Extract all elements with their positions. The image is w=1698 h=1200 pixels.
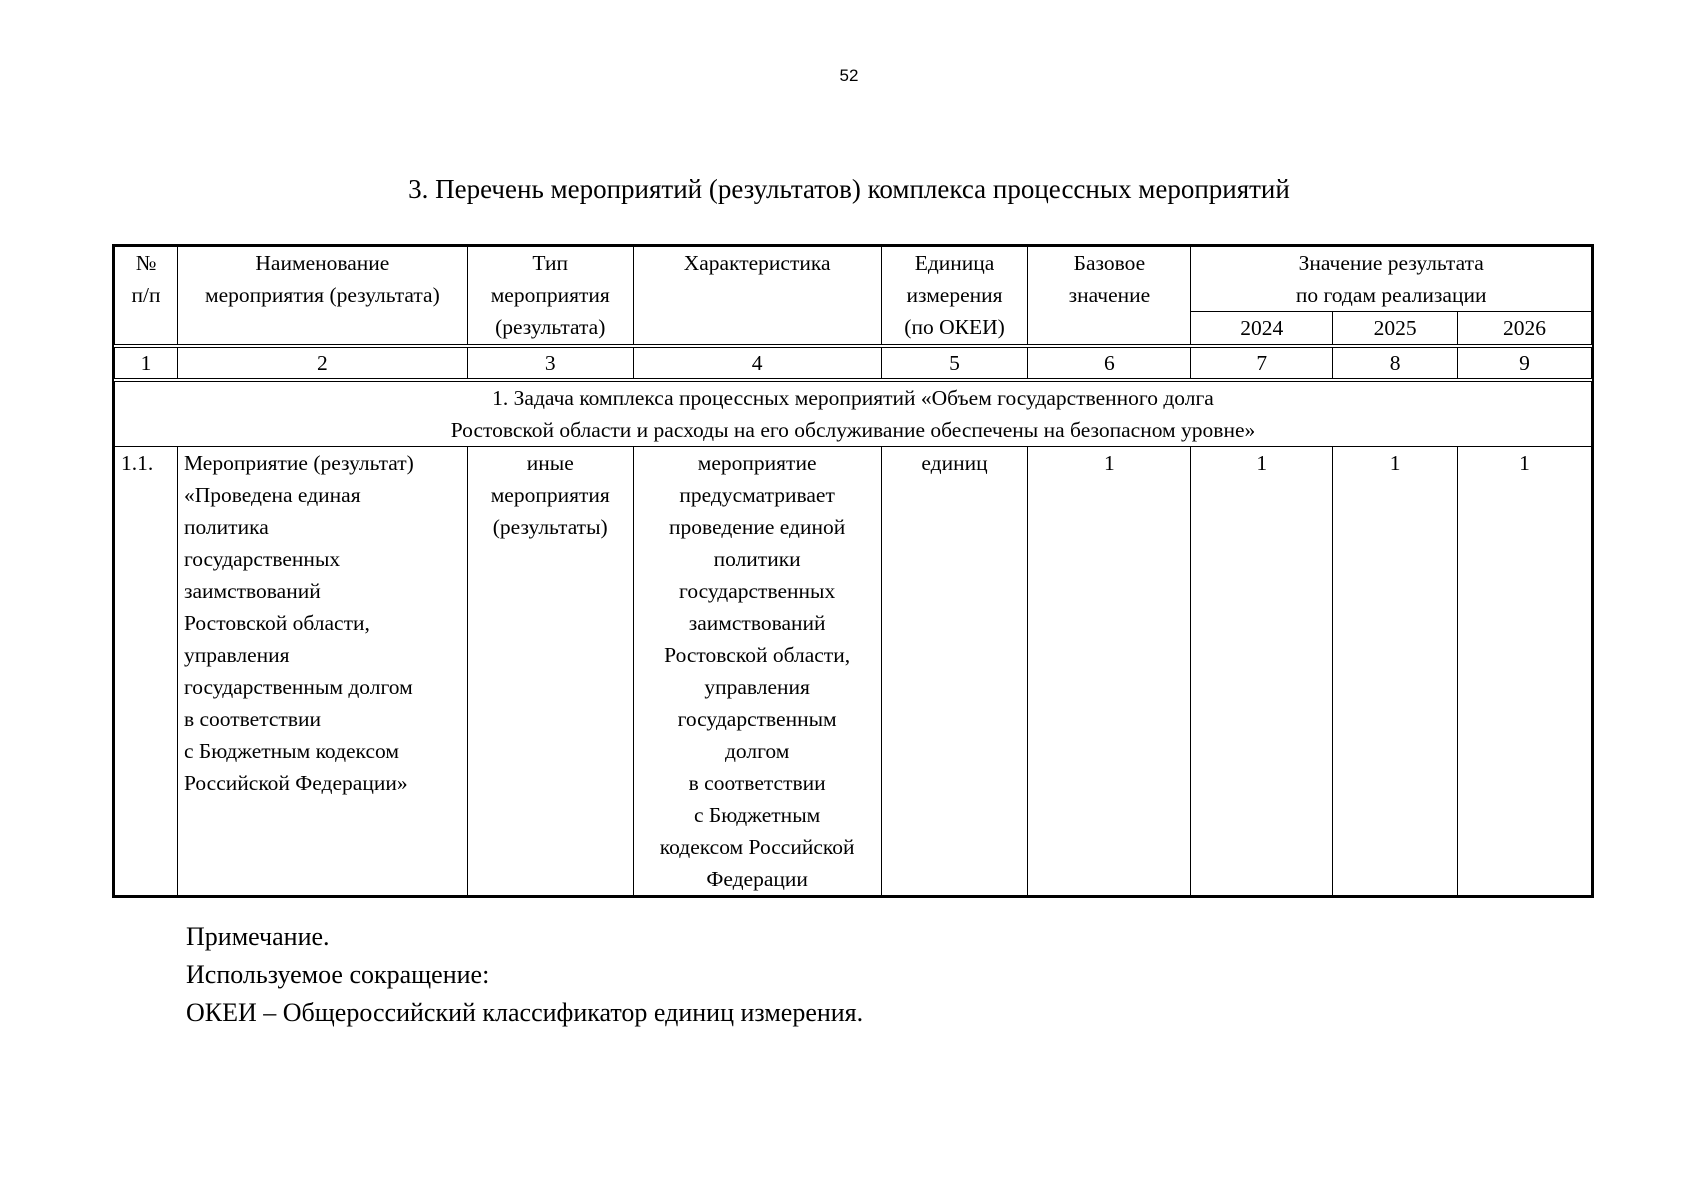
column-number: 5 — [881, 346, 1028, 380]
header-base-line: значение — [1068, 283, 1151, 307]
note-heading: Примечание. — [186, 922, 330, 951]
row-base: 1 — [1028, 447, 1191, 896]
task-line: 1. Задача комплекса процессных мероприятий «Объем государственного долга — [492, 386, 1214, 410]
header-values-line: по годам реализации — [1295, 283, 1487, 307]
column-number: 7 — [1191, 346, 1333, 380]
header-base — [1028, 247, 1191, 347]
header-type — [467, 247, 633, 347]
row-name-line: Мероприятие (результат) — [183, 451, 414, 475]
task-line: Ростовской области и расходы на его обслуживание обеспечены на безопасном уровне» — [450, 418, 1256, 442]
row-name-line: Ростовской области, — [183, 611, 370, 635]
header-num-line: п/п — [131, 283, 161, 307]
row-characteristic-line: заимствований — [688, 611, 826, 635]
header-unit-line: Единица — [914, 251, 995, 275]
row-type-line: мероприятия — [490, 483, 610, 507]
column-number: 9 — [1458, 346, 1592, 380]
header-row-1 — [115, 247, 1592, 312]
activities-table — [114, 246, 1592, 896]
header-unit — [881, 247, 1028, 347]
row-type — [467, 447, 633, 896]
row-characteristic-line: в соответствии — [688, 771, 826, 795]
column-numbers-row — [115, 346, 1592, 380]
row-num: 1.1. — [115, 447, 178, 896]
note-abbrev-okei: ОКЕИ – Общероссийский классификатор единиц измерения. — [186, 998, 864, 1027]
row-unit: единиц — [881, 447, 1028, 896]
row-value-2024: 1 — [1191, 447, 1333, 896]
row-characteristic-line: Ростовской области, — [664, 643, 851, 667]
row-name-line: государственных — [183, 547, 341, 571]
row-name-line: государственным долгом — [183, 675, 413, 699]
header-base-line: Базовое — [1073, 251, 1146, 275]
row-name-line: Российской Федерации» — [183, 771, 408, 795]
column-number: 1 — [115, 346, 178, 380]
column-number: 4 — [633, 346, 881, 380]
table-row — [115, 447, 1592, 896]
row-name-line: с Бюджетным кодексом — [183, 739, 399, 763]
header-num — [115, 247, 178, 347]
task-row — [115, 380, 1592, 447]
row-type-line: иные — [526, 451, 574, 475]
column-number: 6 — [1028, 346, 1191, 380]
row-characteristic-line: кодексом Российской — [659, 835, 855, 859]
row-characteristic-line: управления — [704, 675, 810, 699]
note-abbrev-title: Используемое сокращение: — [186, 960, 490, 989]
header-type-line: Тип — [532, 251, 569, 275]
header-name-line: Наименование — [255, 251, 390, 275]
column-number: 3 — [467, 346, 633, 380]
row-type-line: (результаты) — [492, 515, 608, 539]
column-number: 2 — [177, 346, 467, 380]
row-name-line: в соответствии — [183, 707, 321, 731]
header-unit-line: (по ОКЕИ) — [904, 315, 1005, 339]
header-type-line: (результата) — [495, 315, 606, 339]
row-characteristic-line: государственным — [677, 707, 837, 731]
row-characteristic-line: проведение единой — [669, 515, 846, 539]
header-name-line: мероприятия (результата) — [204, 283, 440, 307]
row-name-line: «Проведена единая — [183, 483, 361, 507]
section-title: 3. Перечень мероприятий (результатов) комплекса процессных мероприятий — [408, 174, 1290, 204]
row-characteristic-line: долгом — [724, 739, 790, 763]
row-value-2026: 1 — [1458, 447, 1592, 896]
row-characteristic — [633, 447, 881, 896]
page-number: 52 — [839, 66, 859, 85]
row-name-line: политика — [183, 515, 269, 539]
row-characteristic-line: мероприятие — [697, 451, 817, 475]
row-characteristic-line: Федерации — [706, 867, 808, 891]
column-number: 8 — [1333, 346, 1458, 380]
header-num-line: № — [135, 251, 157, 275]
header-values-group — [1191, 247, 1592, 312]
header-unit-line: измерения — [906, 283, 1003, 307]
header-characteristic: Характеристика — [633, 247, 881, 347]
row-name-line: управления — [183, 643, 290, 667]
row-characteristic-line: предусматривает — [679, 483, 835, 507]
header-year-2024: 2024 — [1191, 312, 1333, 347]
header-year-2026: 2026 — [1458, 312, 1592, 347]
footnote — [186, 918, 863, 1032]
row-characteristic-line: с Бюджетным — [694, 803, 821, 827]
row-characteristic-line: политики — [713, 547, 801, 571]
row-name — [177, 447, 467, 896]
row-name-line: заимствований — [183, 579, 321, 603]
header-name — [177, 247, 467, 347]
header-type-line: мероприятия — [490, 283, 610, 307]
header-values-line: Значение результата — [1298, 251, 1484, 275]
header-year-2025: 2025 — [1333, 312, 1458, 347]
task-cell — [115, 380, 1592, 447]
row-value-2025: 1 — [1333, 447, 1458, 896]
row-characteristic-line: государственных — [679, 579, 836, 603]
